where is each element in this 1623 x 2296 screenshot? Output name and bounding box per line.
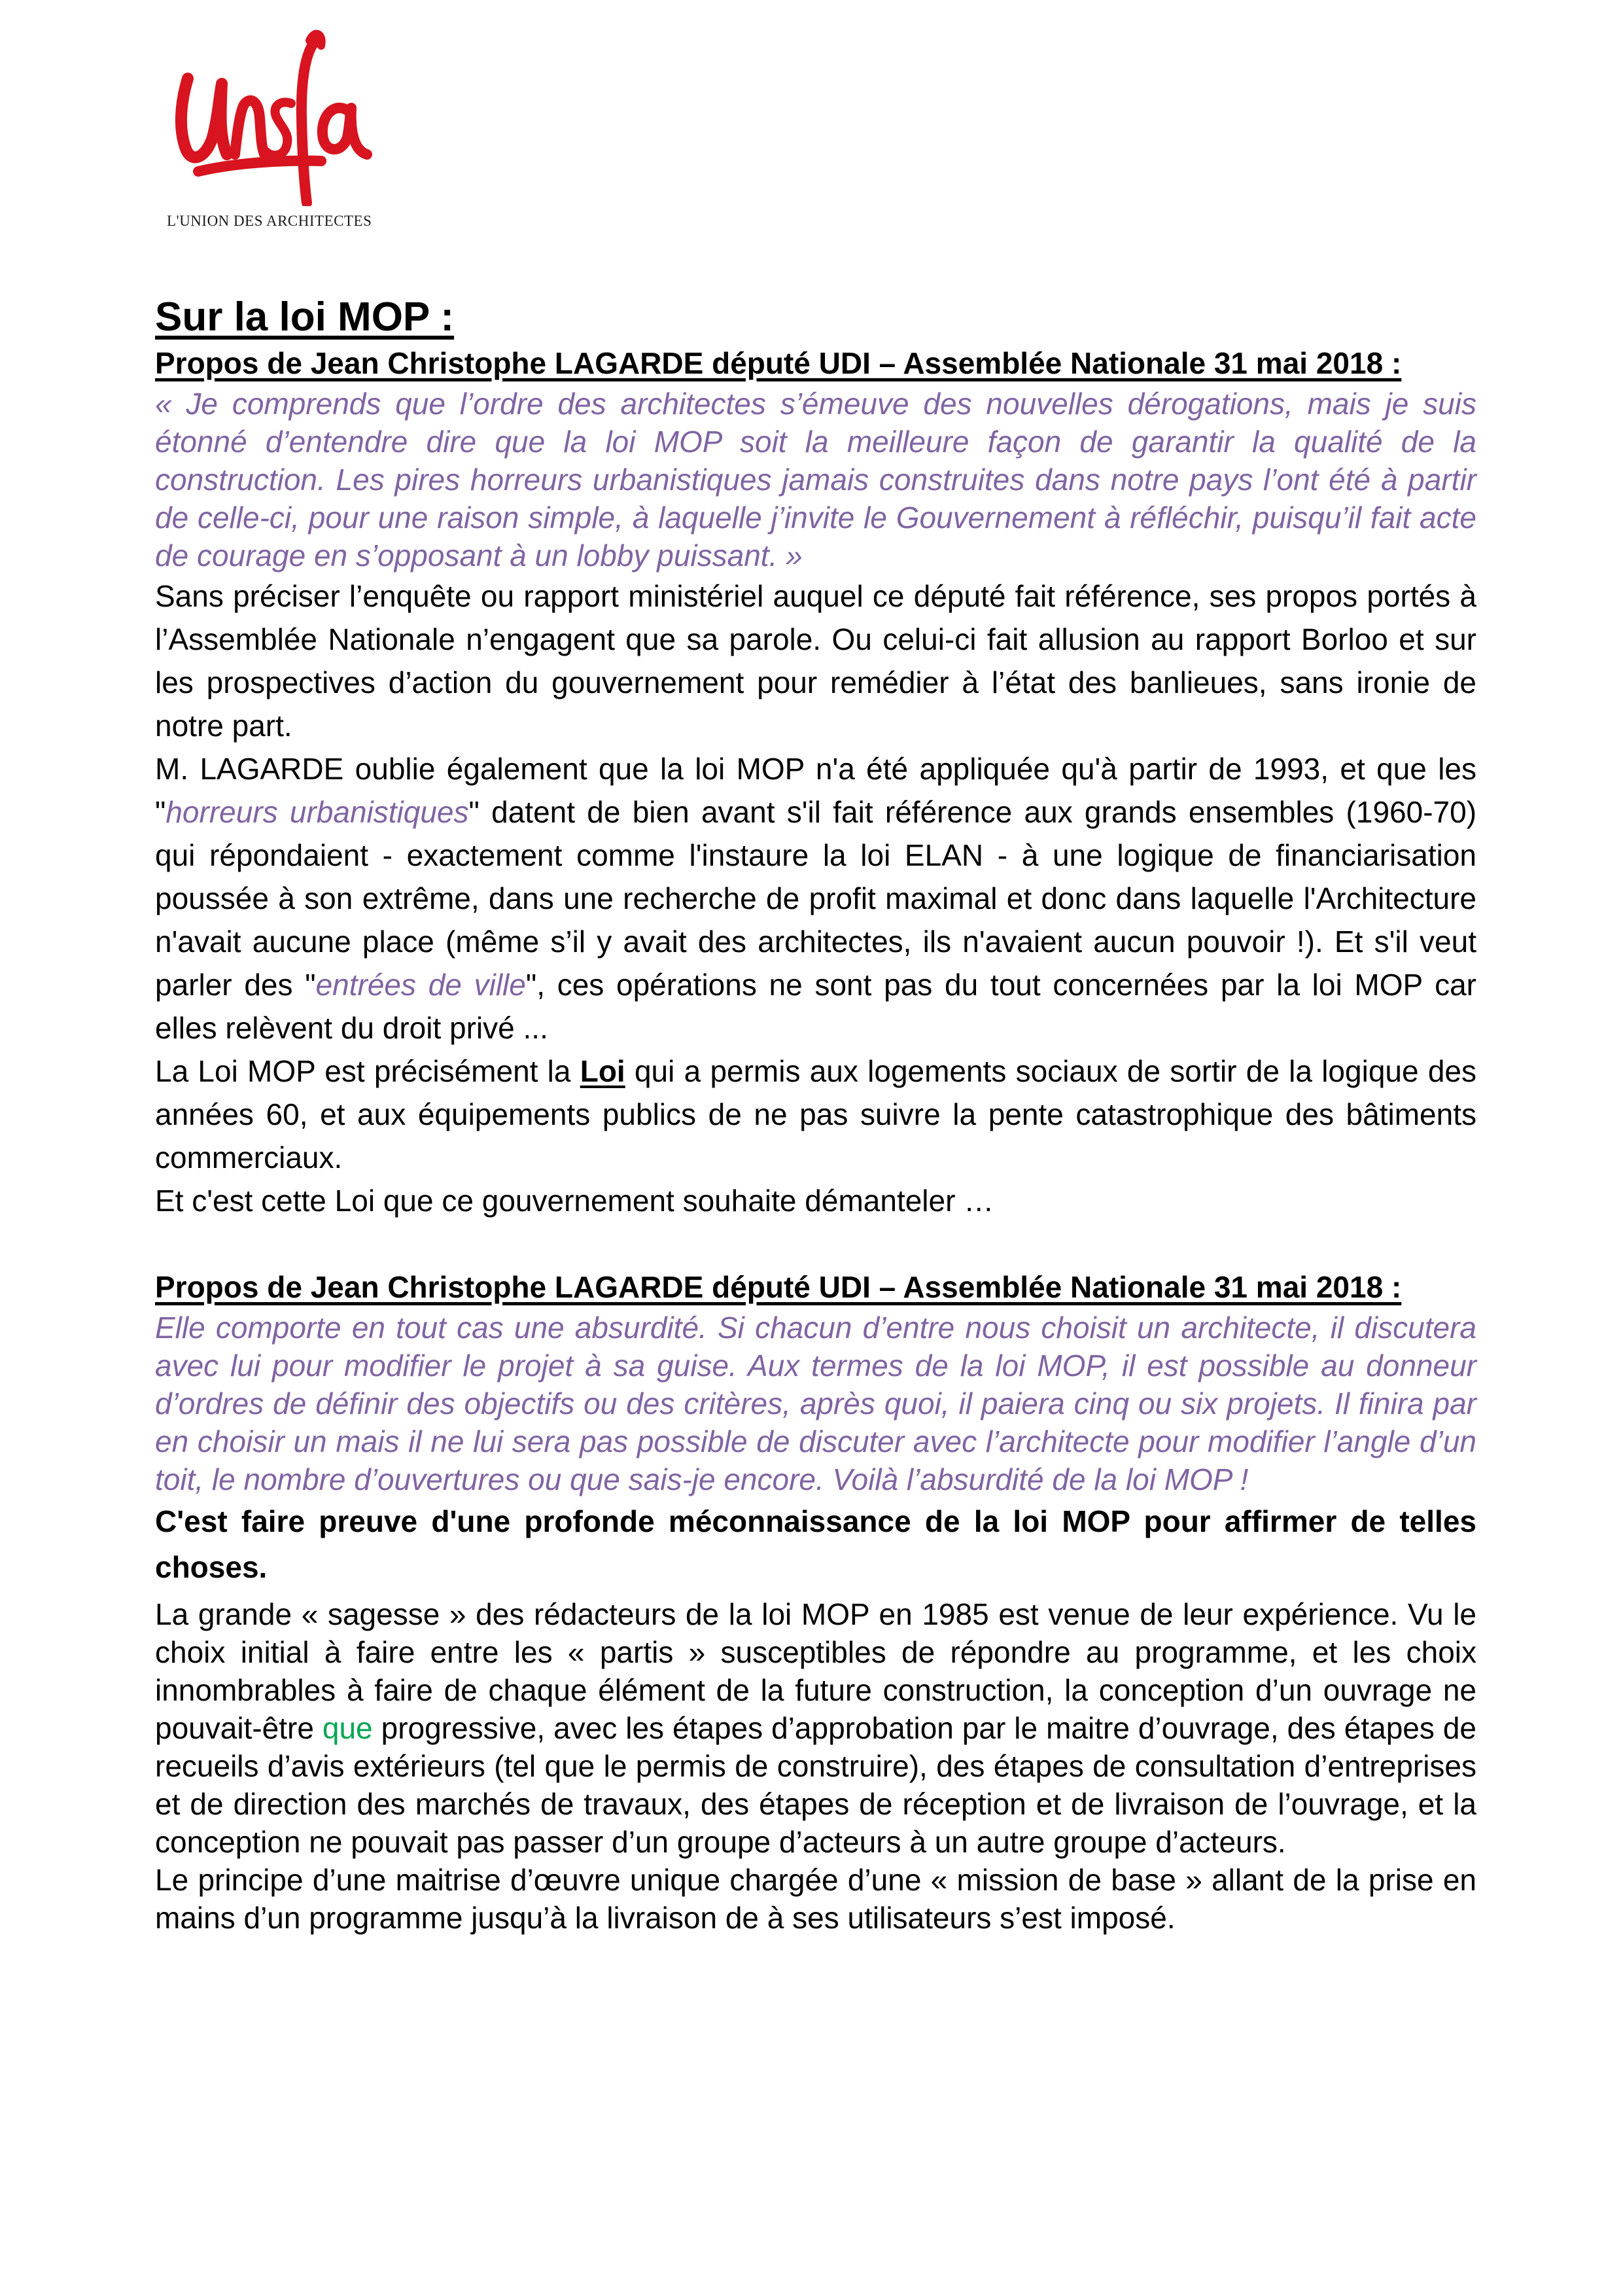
section-1-heading: Propos de Jean Christophe LAGARDE député UDI – Assemblée Nationale 31 mai 2018 : — [155, 346, 1402, 380]
document-body — [155, 293, 1476, 1937]
quoted-phrase-horreurs: horreurs urbanistiques — [166, 795, 469, 829]
unsfa-logo — [167, 26, 376, 236]
section-1-quote: « Je comprends que l’ordre des architectes s’émeuve des nouvelles dérogations, mais je suis étonné d’entendre dire que la loi MOP soit la meilleure façon de garantir la qualité de la construction. Les pires horreurs urbanistiques jamais construites dans notre pays l’ont été à partir de celle-ci, pour une raison simple, à laquelle j’invite le Gouvernement à réfléchir, puisqu’il fait acte de courage en s’opposant à un lobby puissant. » — [155, 387, 1476, 573]
text-run: La grande « sagesse » des rédacteurs de la loi MOP en 1985 est venue de leur expérience. Vu le choix initial à faire entre les « partis » susceptibles de répondre au programme, et les choix innombrables à faire de chaque élément de la future construction, la conception d’un ouvrage ne pouvait-être — [155, 1597, 1476, 1745]
unsfa-wordmark-icon — [167, 26, 376, 206]
section-1-paragraph-4: Et c'est cette Loi que ce gouvernement souhaite démanteler … — [155, 1184, 994, 1218]
section-2-heading: Propos de Jean Christophe LAGARDE député UDI – Assemblée Nationale 31 mai 2018 : — [155, 1270, 1402, 1304]
text-run: qui a permis aux logements sociaux de sortir de la logique des années 60, et aux équipements publics de ne pas suivre la pente catastrophique des bâtiments commerciaux. — [155, 1054, 1476, 1174]
text-run: La Loi MOP est précisément la — [155, 1054, 580, 1088]
section-1-paragraph-1: Sans préciser l’enquête ou rapport ministériel auquel ce député fait référence, ses propos portés à l’Assemblée Nationale n’engagent que sa parole. Ou celui-ci fait allusion au rapport Borloo et sur les prospectives d’action du gouvernement pour remédier à l’état des banlieues, sans ironie de notre part. — [155, 579, 1476, 743]
section-1-paragraph-3 — [155, 1050, 1476, 1179]
section-2-paragraph-2: Le principe d’une maitrise d’œuvre unique chargée d’une « mission de base » allant de la prise en mains d’un programme jusqu’à la livraison de à ses utilisateurs s’est imposé. — [155, 1863, 1476, 1935]
text-run: " datent de bien avant s'il fait référence aux grands ensembles (1960-70) qui répondaient - exactement comme l'instaure la loi ELAN - à une logique de financiarisation poussée à son extrême, dans une recherche de profit maximal et donc dans laquelle l'Architecture n'avait aucune place (même s’il y avait des architectes, ils n'avaient aucun pouvoir !). Et s'il veut parler des " — [155, 795, 1477, 1002]
logo-caption: L'UNION DES ARCHITECTES — [167, 213, 372, 229]
highlight-que: que — [322, 1711, 373, 1745]
section-2-paragraph-1 — [155, 1595, 1476, 1861]
section-1-paragraph-2 — [155, 747, 1476, 1050]
spacer — [155, 1590, 1476, 1595]
quoted-phrase-entrees: entrées de ville — [315, 968, 526, 1002]
section-2-rebuttal: C'est faire preuve d'une profonde méconnaissance de la loi MOP pour affirmer de telles choses. — [155, 1504, 1476, 1584]
section-2 — [155, 1265, 1476, 1937]
text-run: ", ces opérations ne sont pas du tout concernées par la loi MOP car elles relèvent du droit privé ... — [155, 968, 1476, 1045]
section-1 — [155, 342, 1476, 1222]
page-title: Sur la loi MOP : — [155, 294, 455, 340]
text-run: progressive, avec les étapes d’approbation par le maitre d’ouvrage, des étapes de recueils d’avis extérieurs (tel que le permis de construire), des étapes de consultation d’entreprises et de direction des marchés de travaux, des étapes de réception et de livraison de l’ouvrage, et la conception ne pouvait pas passer d’un groupe d’acteurs à un autre groupe d’acteurs. — [155, 1711, 1476, 1859]
text-run: M. LAGARDE oublie également que la loi MOP n'a été appliquée qu'à partir de 1993, et que les " — [155, 752, 1476, 829]
section-spacer — [155, 1222, 1476, 1265]
emphasis-loi: Loi — [580, 1054, 625, 1088]
section-2-quote: Elle comporte en tout cas une absurdité. Si chacun d’entre nous choisit un architecte, il discutera avec lui pour modifier le projet à sa guise. Aux termes de la loi MOP, il est possible au donneur d’ordres de définir des objectifs ou des critères, après quoi, il paiera cinq ou six projets. Il finira par en choisir un mais il ne lui sera pas possible de discuter avec l’architecte pour modifier l’angle d’un toit, le nombre d’ouvertures ou que sais-je encore. Voilà l’absurdité de la loi MOP ! — [155, 1311, 1476, 1496]
